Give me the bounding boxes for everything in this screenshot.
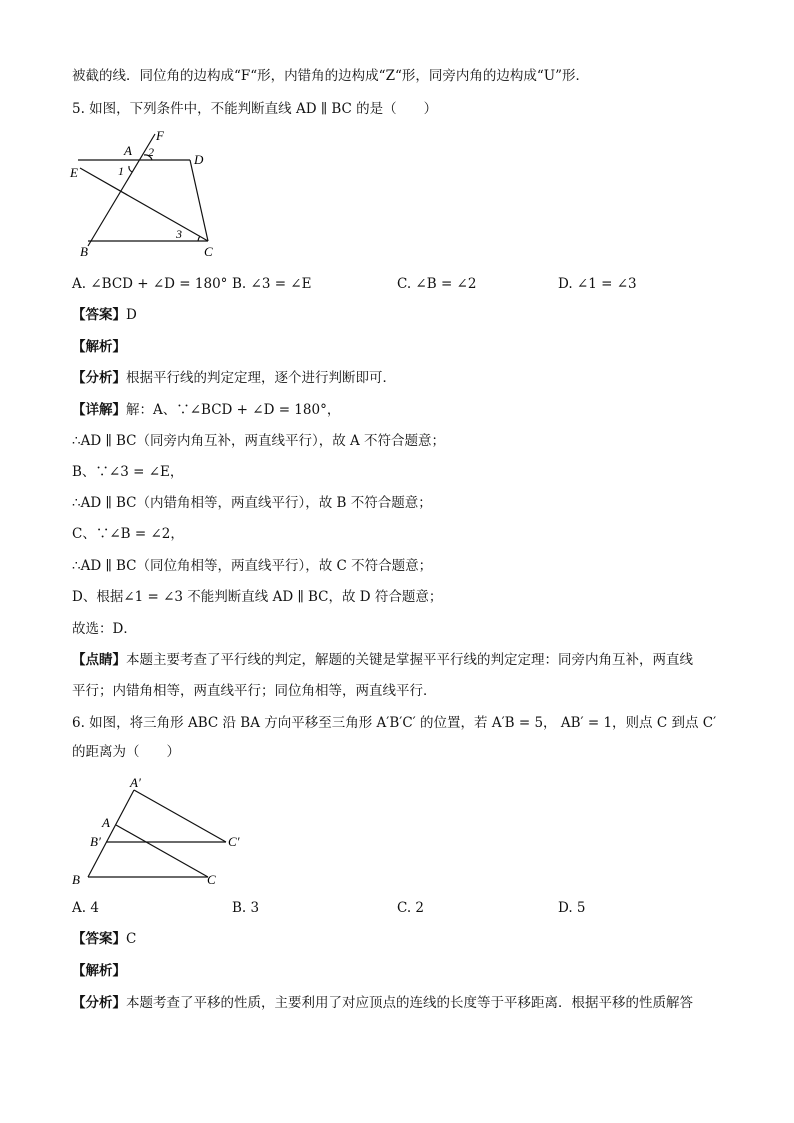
detail-tag: 【详解】 — [72, 402, 126, 418]
line-a-c — [116, 825, 208, 877]
angle-3-arc — [198, 236, 200, 241]
label-A: A — [102, 815, 110, 830]
line-dc — [190, 160, 208, 241]
label-A: A — [124, 143, 132, 158]
q5-comment-line-1 — [72, 650, 693, 670]
q5-answer-line — [72, 305, 137, 325]
q6-option-a: A. 4 — [72, 900, 99, 916]
angle-1-arc — [129, 166, 132, 172]
q6-fenxi-line — [72, 993, 693, 1013]
label-C: C — [204, 244, 213, 258]
label-C-prime: C′ — [228, 834, 240, 849]
label-3: 3 — [176, 227, 182, 241]
q5-detail-2: ∴AD ∥ BC（同旁内角互补，两直线平行），故 A 不符合题意； — [72, 433, 446, 449]
analysis-tag: 【解析】 — [72, 339, 126, 355]
fenxi-tag: 【分析】 — [72, 370, 126, 386]
q5-figure — [66, 128, 246, 258]
q5-detail-4: ∴AD ∥ BC（内错角相等，两直线平行），故 B 不符合题意； — [72, 495, 432, 511]
q5-detail-1: 解：A、∵∠BCD + ∠D = 180°， — [126, 402, 341, 418]
q6-option-b: B. 3 — [232, 900, 260, 916]
q5-option-b: B. ∠3 = ∠E — [232, 276, 312, 292]
q5-fenxi: 根据平行线的判定定理，逐个进行判断即可． — [126, 370, 396, 386]
label-2: 2 — [148, 145, 154, 159]
q6-stem-2: 的距离为（ ） — [72, 744, 180, 760]
q5-detail-line-1 — [72, 400, 340, 420]
q5-answer: D — [126, 307, 137, 323]
q5-comment-1: 本题主要考查了平行线的判定，解题的关键是掌握平平行线的判定定理：同旁内角互补，两直线 — [126, 652, 693, 668]
line-a1-c1 — [134, 790, 226, 842]
q5-option-c: C. ∠B = ∠2 — [397, 276, 477, 292]
q6-answer-line — [72, 929, 136, 949]
label-B: B — [80, 244, 88, 258]
q6-fenxi: 本题考查了平移的性质，主要利用了对应顶点的连线的长度等于平移距离．根据平移的性质解答 — [126, 995, 693, 1011]
q5-detail-7: D、根据∠1 = ∠3 不能判断直线 AD ∥ BC，故 D 符合题意； — [72, 589, 443, 605]
q6-analysis-tag — [72, 961, 126, 981]
intro-line: 被截的线．同位角的边构成“F“形，内错角的边构成“Z“形，同旁内角的边构成“U”形． — [72, 68, 590, 84]
q5-detail-3: B、∵∠3 = ∠E， — [72, 464, 184, 480]
q5-detail-6: ∴AD ∥ BC（同位角相等，两直线平行），故 C 不符合题意； — [72, 558, 433, 574]
label-E: E — [70, 165, 78, 180]
q5-stem: 5. 如图，下列条件中，不能判断直线 AD ∥ BC 的是（ ） — [72, 101, 438, 117]
q6-option-d: D. 5 — [558, 900, 586, 916]
line-bf — [88, 134, 155, 246]
q6-figure — [66, 772, 256, 892]
answer-tag: 【答案】 — [72, 931, 126, 947]
q6-option-c: C. 2 — [397, 900, 425, 916]
label-C: C — [207, 872, 216, 887]
q5-option-a: A. ∠BCD + ∠D = 180° — [72, 276, 228, 292]
q5-option-d: D. ∠1 = ∠3 — [558, 276, 637, 292]
label-A-prime: A′ — [130, 775, 141, 790]
label-1: 1 — [118, 164, 124, 178]
fenxi-tag: 【分析】 — [72, 995, 126, 1011]
label-F: F — [156, 128, 164, 143]
line-ec — [80, 168, 208, 241]
label-D: D — [194, 152, 204, 167]
q5-analysis-tag — [72, 337, 126, 357]
q6-stem-1: 6. 如图，将三角形 ABC 沿 BA 方向平移至三角形 A′B′C′ 的位置，若 A′B = 5， AB′ = 1，则点 C 到点 C′ — [72, 715, 717, 731]
analysis-tag: 【解析】 — [72, 963, 126, 979]
label-B: B — [72, 872, 80, 887]
label-B-prime: B′ — [90, 834, 101, 849]
q5-fenxi-line — [72, 368, 396, 388]
comment-tag: 【点睛】 — [72, 652, 126, 668]
q6-answer: C — [126, 931, 137, 947]
q5-detail-5: C、∵∠B = ∠2， — [72, 526, 184, 542]
answer-tag: 【答案】 — [72, 307, 126, 323]
q5-comment-2: 平行；内错角相等，两直线平行；同位角相等，两直线平行． — [72, 683, 437, 699]
q5-detail-8: 故选：D． — [72, 621, 137, 637]
